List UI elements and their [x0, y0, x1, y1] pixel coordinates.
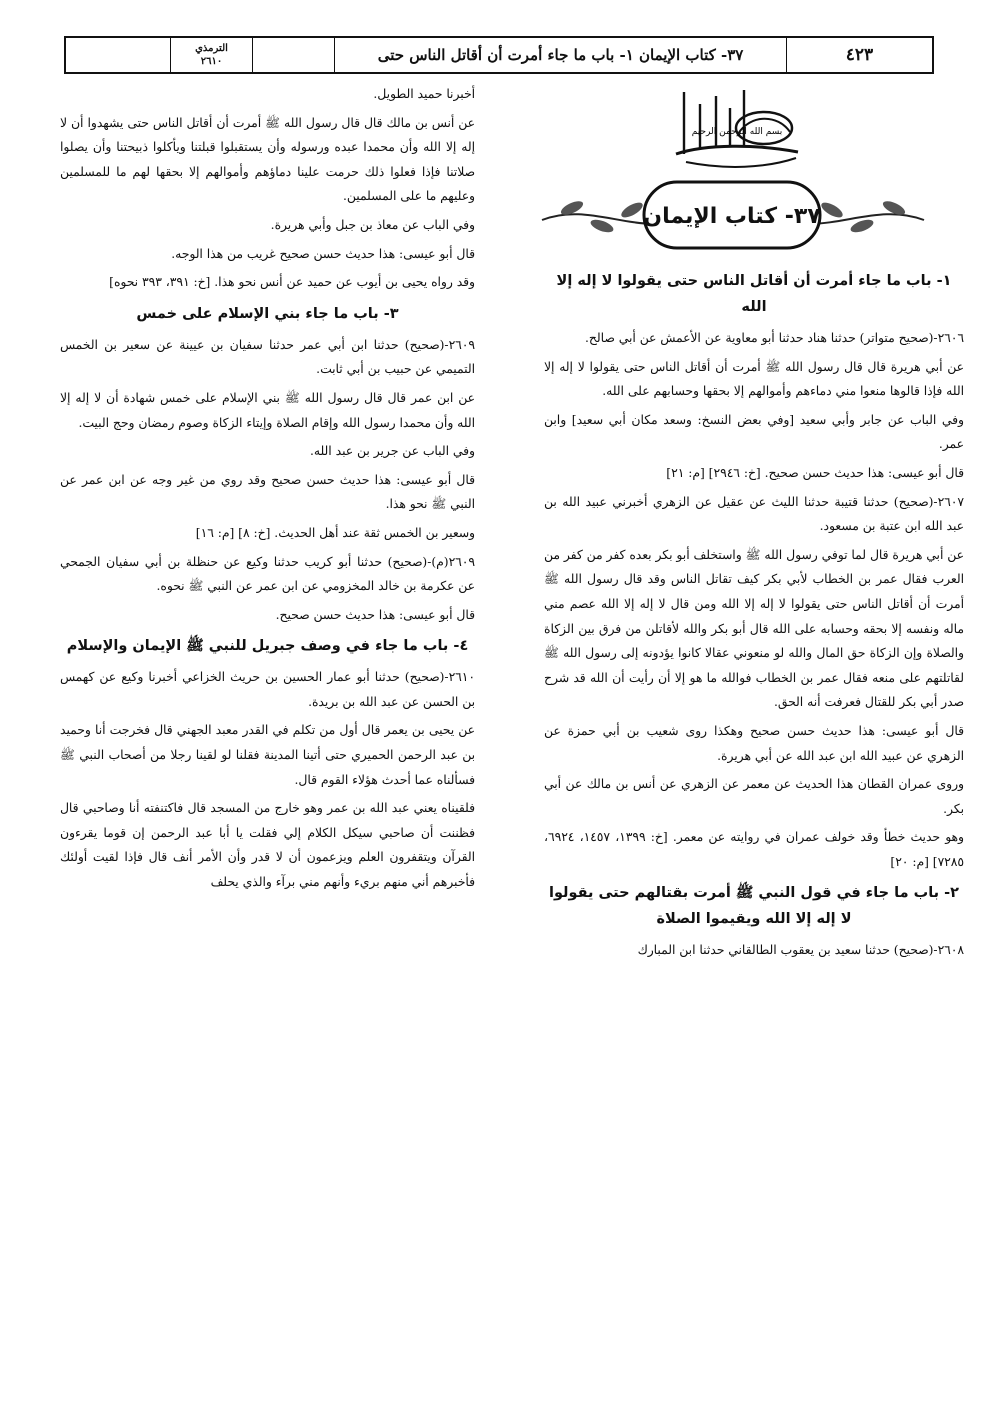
hadith-2610-text-2: فلقيناه يعني عبد الله بن عمر وهو خارج من المسجد قال فاكتنفته أنا وصاحبي قال فظننت أن صاحبي سيكل الكلام إلي فقلت يا أبا عبد الرحمن إن قوما يقرءون القرآن ويتقفرون العلم ويزعمون أن لا قدر وأن الأمر أنف قال فإذا لقيت أولئك فأخبرهم أني منهم بريء وأنهم مني برآء والذي يحلف — [60, 801, 475, 890]
chapter-2-heading: ٢- باب ما جاء في قول النبي ﷺ أمرت بقتالهم حتى يقولوا لا إله إلا الله ويقيموا الصلاة — [548, 885, 960, 928]
hadith-2609-isnad: ٢٦٠٩-(صحيح) حدثنا ابن أبي عمر حدثنا سفيان بن عيينة عن سعير بن الخمس التميمي عن حبيب بن أبي ثابت. — [60, 337, 475, 377]
chapter-3-heading: ٣- باب ما جاء بني الإسلام على خمس — [136, 305, 399, 322]
page-number: ٤٢٣ — [786, 38, 932, 72]
hadith-2607-grading: قال أبو عيسى: هذا حديث حسن صحيح وهكذا روى شعيب بن أبي حمزة عن الزهري عن عبيد الله ابن عبد الله عن أبي هريرة. — [544, 723, 964, 763]
hadith-2608-text: عن أنس بن مالك قال قال رسول الله ﷺ أمرت أن أقاتل الناس حتى يشهدوا أن لا إله إلا الله وأن محمدا عبده ورسوله وأن يستقبلوا قبلتنا ويأكلوا ذبيحتنا وأن يصلوا صلاتنا فإذا فعلوا ذلك حرمت علينا دماؤهم وأموالهم إلا بحقها لهم ما للمسلمين وعليهم ما على المسلمين. — [60, 115, 475, 204]
chapter-title: ٣٧- كتاب الإيمان — [643, 203, 821, 229]
hadith-2609m-grading: قال أبو عيسى: هذا حديث حسن صحيح. — [275, 607, 475, 622]
hadith-2608-grading: قال أبو عيسى: هذا حديث حسن صحيح غريب من هذا الوجه. — [171, 246, 475, 261]
hadith-2606-text: عن أبي هريرة قال قال رسول الله ﷺ أمرت أن أقاتل الناس حتى يقولوا لا إله إلا الله فإذا قالوها منعوا مني دماءهم وأموالهم إلا بحقها وحسابهم على الله. — [544, 359, 964, 399]
hadith-2608-bab: وفي الباب عن معاذ بن جبل وأبي هريرة. — [270, 217, 475, 232]
header-blank-cell — [252, 38, 334, 72]
hadith-2609-bab: وفي الباب عن جرير بن عبد الله. — [309, 444, 475, 459]
hadith-2610-isnad: ٢٦١٠-(صحيح) حدثنا أبو عمار الحسين بن حريث الخزاعي أخبرنا وكيع عن كهمس بن الحسن عن عبد الله بن بريدة. — [60, 670, 475, 709]
hadith-2609m-isnad: ٢٦٠٩(م)-(صحيح) حدثنا أبو كريب حدثنا وكيع عن حنظلة بن أبي سفيان الجمحي عن عكرمة بن خالد المخزومي عن ابن عمر عن النبي ﷺ نحوه. — [60, 554, 475, 594]
hadith-2610-text: عن يحيى بن يعمر قال أول من تكلم في القدر معبد الجهني قال فخرجت أنا وحميد بن عبد الرحمن الحميري حتى أتينا المدينة فقلنا لو لقينا رجلا من أصحاب النبي ﷺ فسألناه عما أحدث هؤلاء القوم قال. — [60, 723, 475, 787]
right-column — [544, 262, 964, 967]
hadith-2606-bab: وفي الباب عن جابر وأبي سعيد [وفي بعض النسخ: وسعد مكان أبي سعيد] وابن عمر. — [544, 412, 964, 452]
hadith-2606-isnad: ٢٦٠٦-(صحيح متواتر) حدثنا هناد حدثنا أبو معاوية عن الأعمش عن أبي صالح. — [585, 331, 964, 345]
basmala-calligraphy-icon — [666, 84, 808, 170]
hadith-2607-isnad: ٢٦٠٧-(صحيح) حدثنا قتيبة حدثنا الليث عن عقيل عن الزهري أخبرني عبيد الله بن عبد الله ابن عتبة بن مسعود. — [544, 494, 964, 534]
hadith-2609-siqa: وسعير بن الخمس ثقة عند أهل الحديث. [خ: ٨] [م: ١٦] — [195, 525, 475, 540]
chapter-1-heading: ١- باب ما جاء أمرت أن أقاتل الناس حتى يقولوا لا إله إلا الله — [556, 273, 952, 315]
hadith-2609-grading: قال أبو عيسى: هذا حديث حسن صحيح وقد روي من غير وجه عن ابن عمر عن النبي ﷺ نحو هذا. — [60, 472, 475, 512]
hadith-2607-imran: وروى عمران القطان هذا الحديث عن معمر عن الزهري عن أنس بن مالك عن أبي بكر. — [544, 777, 964, 816]
hadith-2608-isnad-cont: أخبرنا حميد الطويل. — [373, 87, 475, 101]
hadith-2608-rawah: وقد رواه يحيى بن أيوب عن حميد عن أنس نحو هذا. [خ: ٣٩١، ٣٩٣ نحوه] — [109, 275, 475, 290]
hadith-2608-isnad: ٢٦٠٨-(صحيح) حدثنا سعيد بن يعقوب الطالقاني حدثنا ابن المبارك — [637, 943, 964, 958]
left-column — [60, 82, 475, 899]
hadith-2607-khata: وهو حديث خطأ وقد خولف عمران في روايته عن معمر. [خ: ١٣٩٩، ١٤٥٧، ٦٩٢٤، ٧٢٨٥] [م: ٢٠] — [544, 830, 964, 869]
calligraphy-text: بسم الله الرحمن الرحيم — [691, 127, 783, 137]
running-title: ٣٧- كتاب الإيمان ١- باب ما جاء أمرت أن أقاتل الناس حتى — [334, 38, 786, 72]
page-header — [64, 36, 934, 74]
book-name: الترمذي — [195, 43, 228, 54]
chapter-4-heading: ٤- باب ما جاء في وصف جبريل للنبي ﷺ الإيمان والإسلام — [66, 638, 469, 655]
header-blank-cell-2 — [66, 38, 170, 72]
book-reference — [170, 38, 252, 72]
hadith-2606-grading: قال أبو عيسى: هذا حديث حسن صحيح. [خ: ٢٩٤٦] [م: ٢١] — [666, 465, 964, 480]
hadith-range: ٢٦١٠ — [200, 56, 223, 67]
hadith-2607-text: عن أبي هريرة قال لما توفي رسول الله ﷺ واستخلف أبو بكر بعده كفر من كفر من العرب فقال عمر بن الخطاب لأبي بكر كيف تقاتل الناس وقد قال رسول الله ﷺ أمرت أن أقاتل الناس حتى يقولوا لا إله إلا الله ومن قال لا إله إلا الله عصم مني ماله ونفسه إلا بحقه وحسابه على الله قال أبو بكر والله لأقاتلن من فرق بين الزكاة والصلاة وإن الزكاة حق المال والله لو منعوني عقالا كانوا يؤدونه إلى رسول الله ﷺ لقاتلتهم على منعه فقال عمر بن الخطاب فوالله ما هو إلا أن رأيت أن الله قد شرح صدر أبي بكر للقتال فعرفت أنه الحق. — [544, 547, 964, 710]
hadith-2609-text: عن ابن عمر قال قال رسول الله ﷺ بني الإسلام على خمس شهادة أن لا إله إلا الله وأن محمدا رسول الله وإقام الصلاة وإيتاء الزكاة وصوم رمضان وحج البيت. — [60, 390, 475, 430]
chapter-banner — [532, 170, 932, 262]
